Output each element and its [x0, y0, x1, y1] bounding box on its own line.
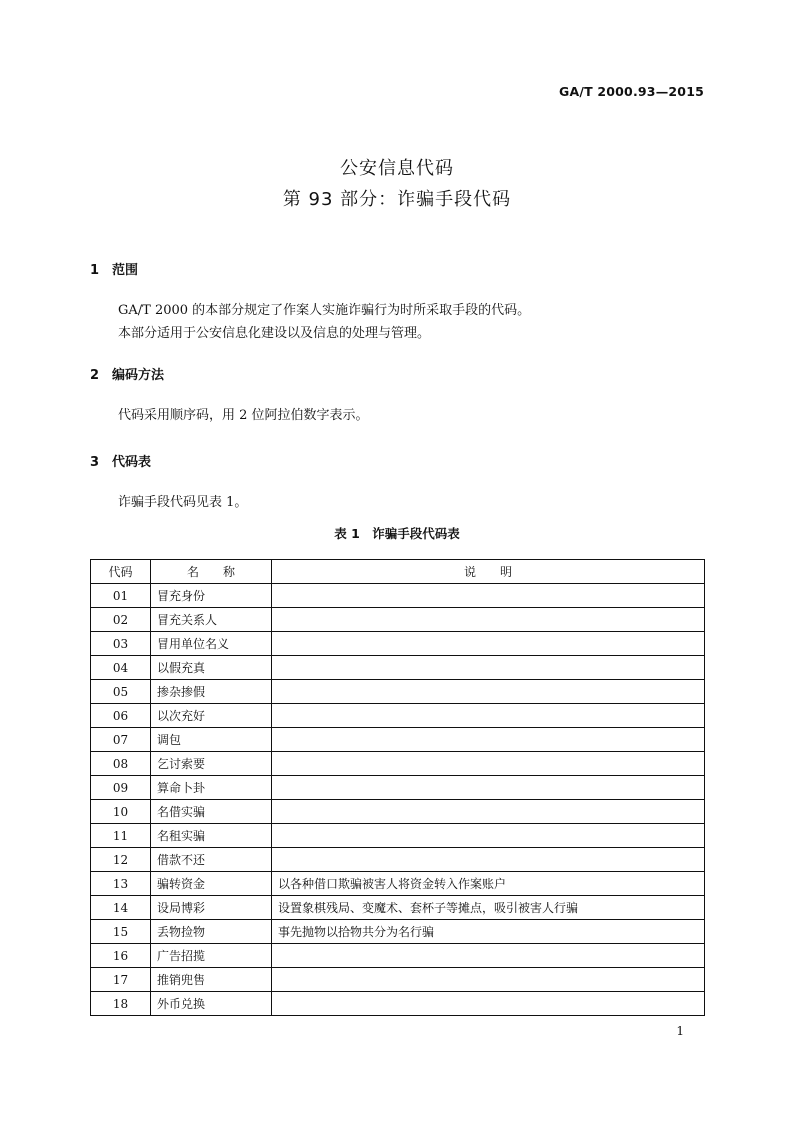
- section-heading-coding-method: [90, 364, 164, 383]
- code-cell: 07: [91, 728, 151, 752]
- name-cell: 借款不还: [151, 848, 272, 872]
- column-header-name: 名 称: [151, 560, 272, 584]
- name-cell: 名借实骗: [151, 800, 272, 824]
- table-row: [91, 800, 705, 824]
- name-cell: 掺杂掺假: [151, 680, 272, 704]
- code-cell: 08: [91, 752, 151, 776]
- code-cell: 01: [91, 584, 151, 608]
- description-cell: [272, 848, 705, 872]
- code-cell: 09: [91, 776, 151, 800]
- name-cell: 算命卜卦: [151, 776, 272, 800]
- table-row: [91, 656, 705, 680]
- code-cell: 17: [91, 968, 151, 992]
- table-row: [91, 824, 705, 848]
- document-title: 公安信息代码: [340, 158, 454, 179]
- name-cell: 外币兑换: [151, 992, 272, 1016]
- section-heading-code-table: [90, 451, 151, 470]
- name-cell: 骗转资金: [151, 872, 272, 896]
- section-number: 2: [90, 368, 100, 383]
- description-cell: [272, 992, 705, 1016]
- standard-number: GA/T 2000.93—2015: [558, 84, 704, 99]
- name-cell: 丢物捡物: [151, 920, 272, 944]
- name-cell: 以次充好: [151, 704, 272, 728]
- table-row: [91, 776, 705, 800]
- column-header-code: 代码: [91, 560, 151, 584]
- code-cell: 16: [91, 944, 151, 968]
- name-cell: 推销兜售: [151, 968, 272, 992]
- table-row: [91, 920, 705, 944]
- name-cell: 广告招揽: [151, 944, 272, 968]
- name-cell: 冒充身份: [151, 584, 272, 608]
- fraud-code-table: [90, 559, 705, 1016]
- code-cell: 02: [91, 608, 151, 632]
- description-cell: [272, 944, 705, 968]
- name-cell: 冒充关系人: [151, 608, 272, 632]
- table-row: [91, 608, 705, 632]
- description-cell: [272, 752, 705, 776]
- description-cell: [272, 680, 705, 704]
- table-caption: 表 1 诈骗手段代码表: [334, 526, 460, 541]
- description-cell: 设置象棋残局、变魔术、套杯子等摊点，吸引被害人行骗: [272, 896, 705, 920]
- table-row: [91, 848, 705, 872]
- code-cell: 11: [91, 824, 151, 848]
- name-cell: 冒用单位名义: [151, 632, 272, 656]
- description-cell: [272, 824, 705, 848]
- code-cell: 06: [91, 704, 151, 728]
- table-row: [91, 728, 705, 752]
- table-row: [91, 944, 705, 968]
- description-cell: 以各种借口欺骗被害人将资金转入作案账户: [272, 872, 705, 896]
- description-cell: [272, 968, 705, 992]
- code-cell: 04: [91, 656, 151, 680]
- description-cell: [272, 656, 705, 680]
- code-cell: 18: [91, 992, 151, 1016]
- section-title: 编码方法: [112, 368, 165, 383]
- code-cell: 14: [91, 896, 151, 920]
- code-cell: 05: [91, 680, 151, 704]
- section-title: 代码表: [112, 455, 152, 470]
- code-cell: 13: [91, 872, 151, 896]
- column-header-description: 说 明: [272, 560, 705, 584]
- description-cell: [272, 704, 705, 728]
- description-cell: [272, 776, 705, 800]
- code-cell: 10: [91, 800, 151, 824]
- table-row: [91, 704, 705, 728]
- description-cell: [272, 608, 705, 632]
- paragraph: 代码采用顺序码，用 2 位阿拉伯数字表示。: [118, 408, 369, 423]
- page-number: 1: [676, 1024, 684, 1038]
- table-row: [91, 680, 705, 704]
- table-row: [91, 968, 705, 992]
- paragraph: 本部分适用于公安信息化建设以及信息的处理与管理。: [118, 326, 431, 341]
- description-cell: [272, 632, 705, 656]
- name-cell: 乞讨索要: [151, 752, 272, 776]
- paragraph: GA/T 2000 的本部分规定了作案人实施诈骗行为时所采取手段的代码。: [118, 303, 531, 318]
- table-row: [91, 896, 705, 920]
- section-heading-scope: [90, 259, 138, 278]
- description-cell: [272, 800, 705, 824]
- section-number: 3: [90, 455, 100, 470]
- table-row: [91, 584, 705, 608]
- description-cell: 事先抛物以拾物共分为名行骗: [272, 920, 705, 944]
- code-cell: 03: [91, 632, 151, 656]
- table-row: [91, 752, 705, 776]
- name-cell: 以假充真: [151, 656, 272, 680]
- table-row: [91, 872, 705, 896]
- section-number: 1: [90, 263, 100, 278]
- name-cell: 设局博彩: [151, 896, 272, 920]
- name-cell: 名租实骗: [151, 824, 272, 848]
- table-row: [91, 992, 705, 1016]
- code-cell: 15: [91, 920, 151, 944]
- description-cell: [272, 584, 705, 608]
- description-cell: [272, 728, 705, 752]
- table-row: [91, 632, 705, 656]
- paragraph: 诈骗手段代码见表 1。: [118, 495, 248, 510]
- section-title: 范围: [112, 263, 139, 278]
- code-cell: 12: [91, 848, 151, 872]
- table-header-row: [91, 560, 705, 584]
- document-subtitle: 第 93 部分：诈骗手段代码: [282, 189, 512, 210]
- name-cell: 调包: [151, 728, 272, 752]
